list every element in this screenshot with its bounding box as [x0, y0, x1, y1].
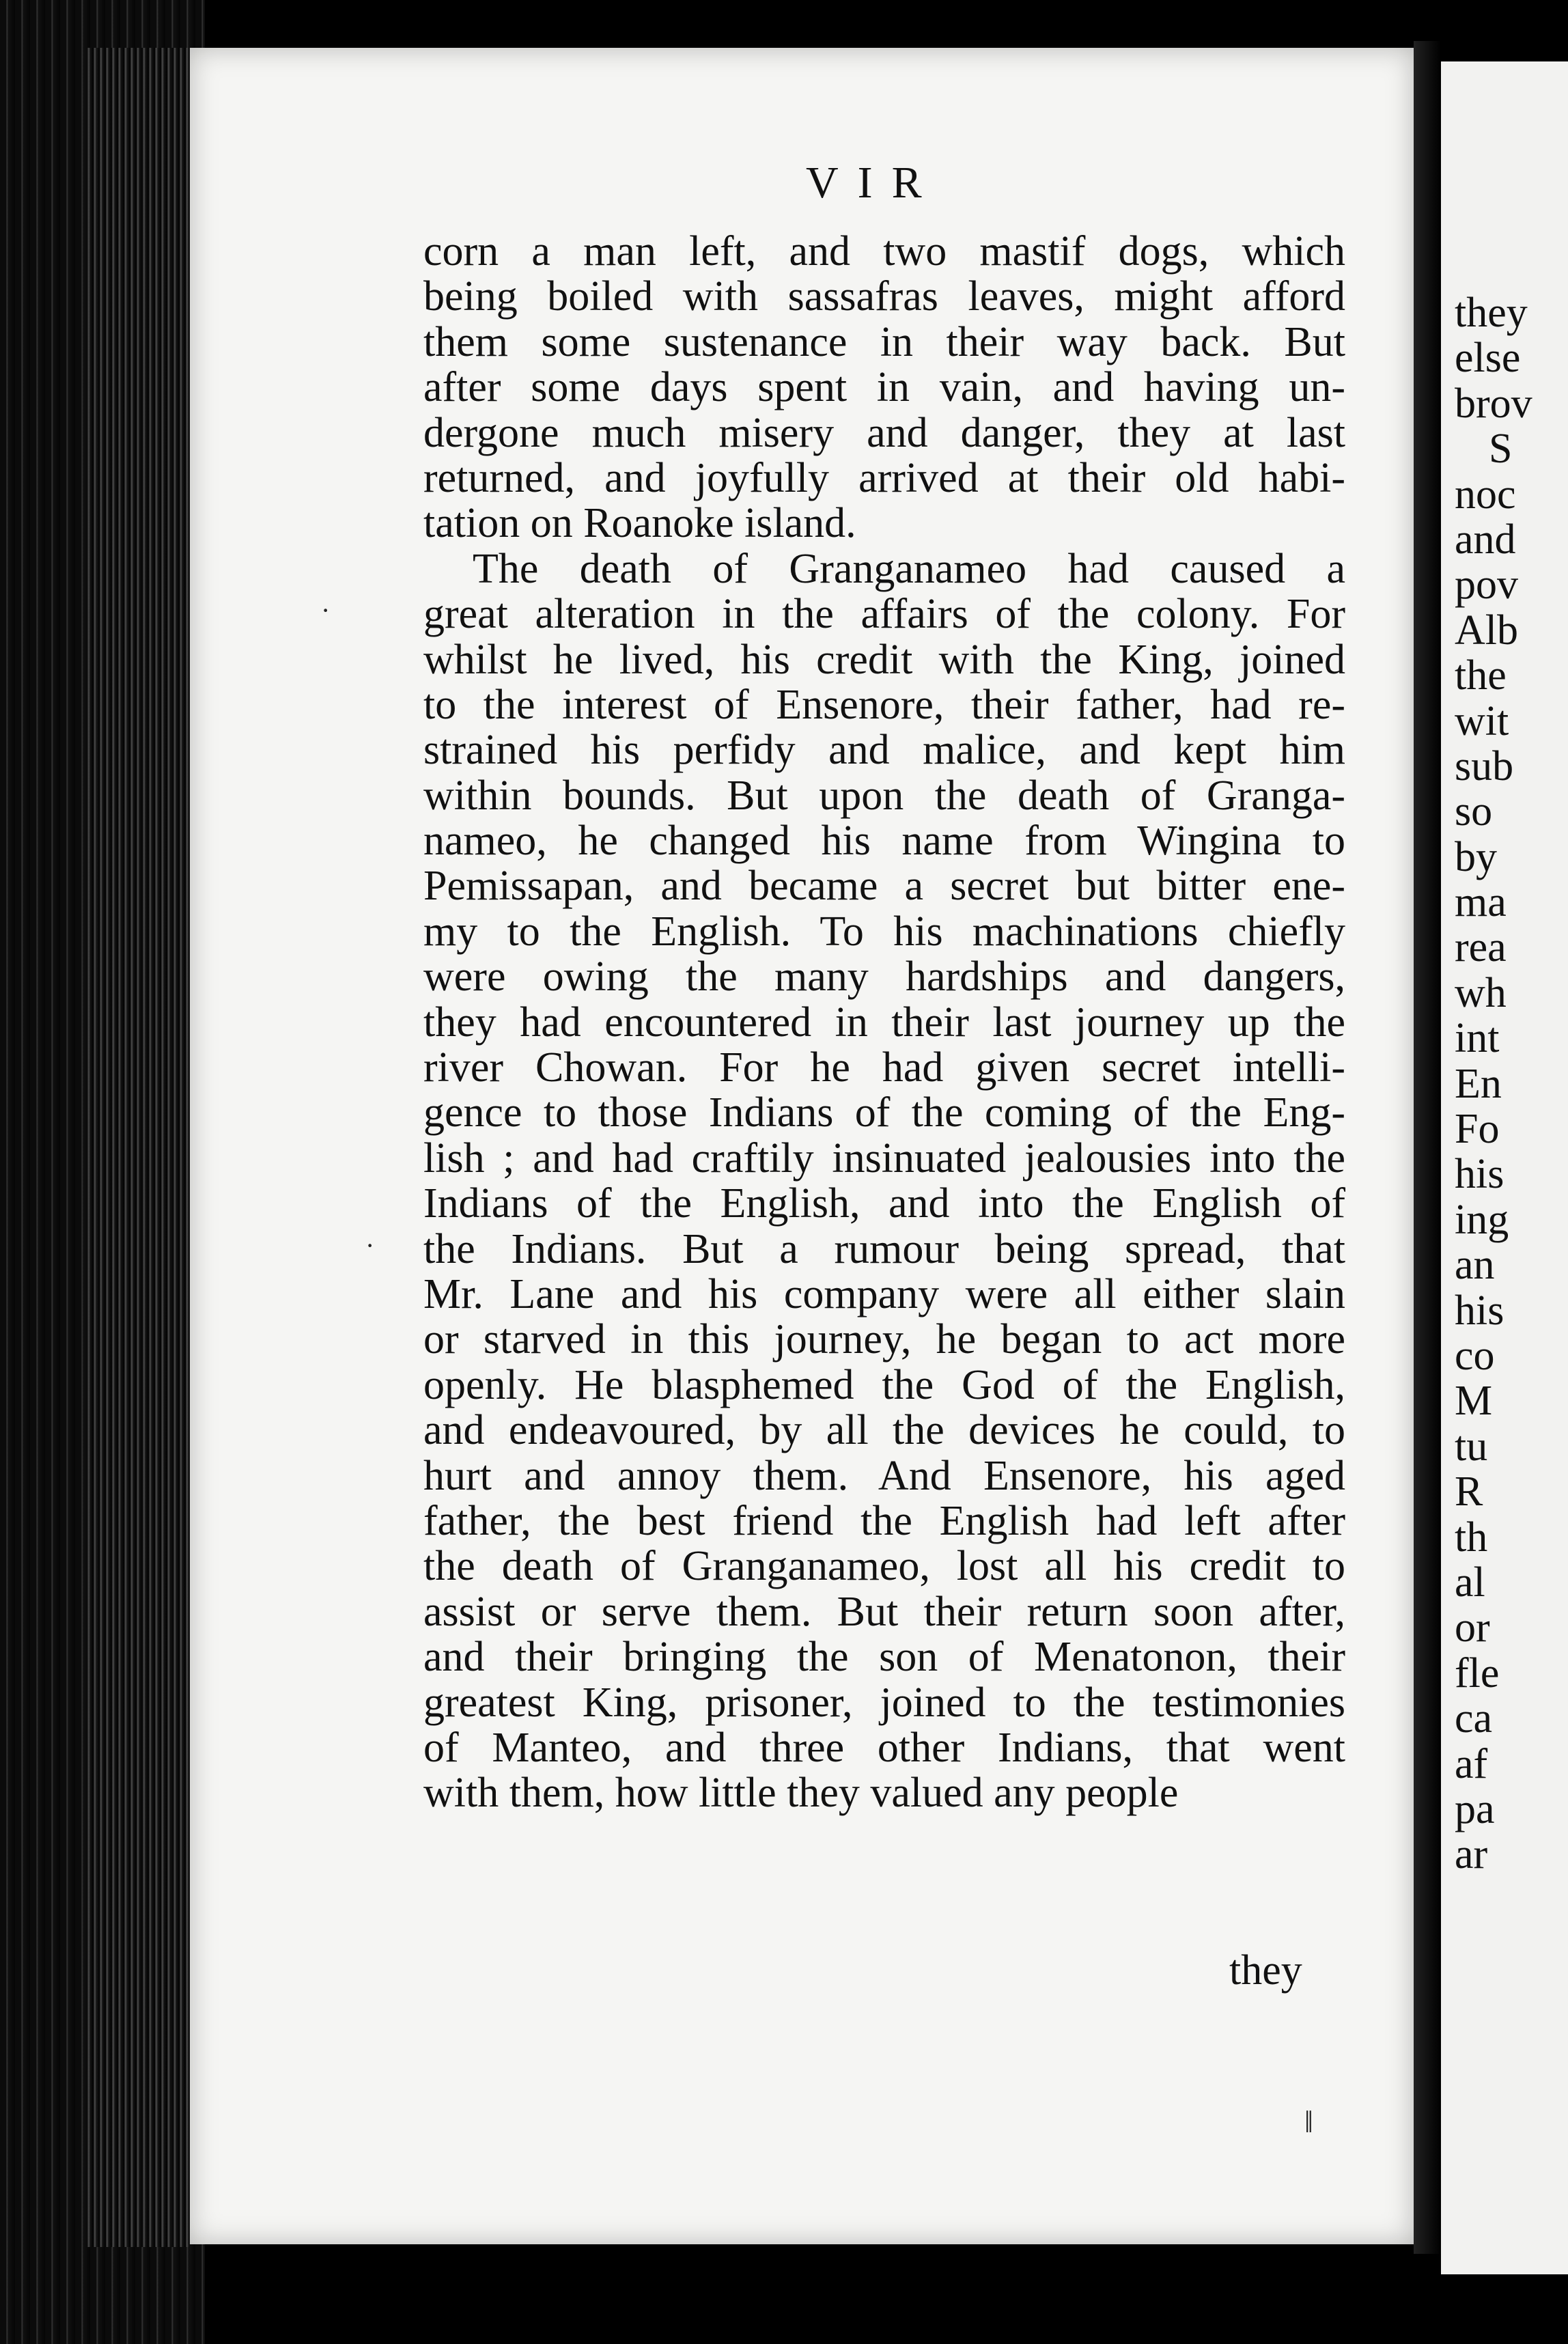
facing-text-line: noc — [1455, 471, 1516, 518]
text-line: whilst he lived, his credit with the King, joined — [423, 636, 1345, 683]
text-line: the death of Granganameo, lost all his credit to — [423, 1543, 1345, 1590]
text-line: great alteration in the affairs of the colony. For — [423, 591, 1345, 638]
text-line: and endeavoured, by all the devices he could, to — [423, 1407, 1345, 1454]
facing-text-line: so — [1455, 788, 1493, 835]
text-line: father, the best friend the English had left after — [423, 1497, 1345, 1544]
facing-text-line: ar — [1455, 1831, 1488, 1878]
facing-text-line: ing — [1455, 1196, 1509, 1243]
text-line: greatest King, prisoner, joined to the testimonies — [423, 1679, 1345, 1726]
text-line: being boiled with sassafras leaves, might afford — [423, 273, 1345, 320]
text-line: nameo, he changed his name from Wingina to — [423, 818, 1345, 865]
catchword: they — [1229, 1947, 1302, 1994]
facing-text-line: an — [1455, 1242, 1495, 1289]
facing-text-line: his — [1455, 1151, 1504, 1198]
facing-page-text — [1455, 290, 1532, 1878]
text-line: they had encountered in their last journey up the — [423, 999, 1345, 1046]
facing-text-line: fle — [1455, 1649, 1500, 1697]
facing-text-line: R — [1455, 1468, 1483, 1516]
facing-text-line: tu — [1455, 1423, 1488, 1470]
page-mark: ǁ — [1304, 2104, 1313, 2139]
text-line: or starved in this journey, he began to act more — [423, 1316, 1345, 1363]
facing-text-line: M — [1455, 1378, 1493, 1425]
facing-text-line: rea — [1455, 924, 1507, 971]
text-line: lish ; and had craftily insinuated jealousies into the — [423, 1134, 1345, 1182]
facing-text-line: by — [1455, 833, 1497, 880]
facing-text-line: sub — [1455, 742, 1514, 790]
text-line: river Chowan. For he had given secret intelli- — [423, 1044, 1345, 1091]
facing-text-line: and — [1455, 516, 1516, 563]
facing-text-line: int — [1455, 1015, 1500, 1062]
facing-text-line: else — [1455, 335, 1521, 382]
facing-text-line: or — [1455, 1604, 1490, 1651]
margin-dot: · — [321, 595, 331, 626]
text-line: corn a man left, and two mastif dogs, which — [423, 228, 1345, 275]
body-text — [423, 229, 1345, 1816]
text-line: hurt and annoy them. And Ensenore, his aged — [423, 1452, 1345, 1499]
facing-text-line: wh — [1455, 969, 1507, 1016]
text-line: assist or serve them. But their return soon after, — [423, 1588, 1345, 1635]
facing-text-line: his — [1455, 1287, 1504, 1334]
running-head: VIR — [806, 158, 941, 208]
text-line: and their bringing the son of Menatonon, their — [423, 1634, 1345, 1681]
text-line: them some sustenance in their way back. But — [423, 318, 1345, 365]
facing-text-line: Fo — [1455, 1106, 1500, 1153]
text-line: my to the English. To his machinations chiefly — [423, 908, 1345, 955]
text-line: to the interest of Ensenore, their father, had re- — [423, 681, 1345, 728]
facing-text-line: Alb — [1455, 606, 1518, 654]
facing-text-line: S — [1489, 425, 1513, 473]
facing-text-line: af — [1455, 1740, 1488, 1787]
text-line: the Indians. But a rumour being spread, that — [423, 1225, 1345, 1272]
text-line: Indians of the English, and into the English of — [423, 1180, 1345, 1227]
text-line: after some days spent in vain, and having un- — [423, 364, 1345, 411]
facing-text-line: the — [1455, 652, 1507, 699]
facing-text-line: ca — [1455, 1695, 1493, 1742]
text-line: Mr. Lane and his company were all either slain — [423, 1270, 1345, 1317]
facing-text-line: wit — [1455, 697, 1509, 744]
text-line: within bounds. But upon the death of Granga- — [423, 772, 1345, 819]
facing-text-line: En — [1455, 1060, 1502, 1107]
text-line: were owing the many hardships and dangers, — [423, 953, 1345, 1001]
text-line: The death of Granganameo had caused a — [473, 545, 1345, 592]
margin-dot: · — [365, 1230, 375, 1261]
facing-page — [1441, 61, 1568, 2274]
facing-text-line: ma — [1455, 879, 1507, 926]
text-line: with them, how little they valued any people — [423, 1770, 1179, 1817]
page-edges — [87, 48, 190, 2247]
text-line: openly. He blasphemed the God of the English, — [423, 1361, 1345, 1408]
facing-text-line: al — [1455, 1559, 1485, 1606]
facing-text-line: co — [1455, 1332, 1495, 1379]
facing-text-line: brov — [1455, 380, 1532, 427]
text-line: of Manteo, and three other Indians, that went — [423, 1724, 1345, 1771]
text-line: dergone much misery and danger, they at last — [423, 409, 1345, 456]
text-line: returned, and joyfully arrived at their old habi- — [423, 454, 1345, 501]
text-line: tation on Roanoke island. — [423, 500, 856, 547]
book-gutter — [1414, 41, 1441, 2254]
text-line: strained his perfidy and malice, and kept him — [423, 727, 1345, 774]
facing-text-line: th — [1455, 1513, 1488, 1561]
facing-text-line: pa — [1455, 1785, 1495, 1832]
facing-text-line: pov — [1455, 561, 1518, 609]
text-line: gence to those Indians of the coming of the Eng- — [423, 1089, 1345, 1136]
text-line: Pemissapan, and became a secret but bitter ene- — [423, 863, 1345, 910]
facing-text-line: they — [1455, 290, 1528, 336]
